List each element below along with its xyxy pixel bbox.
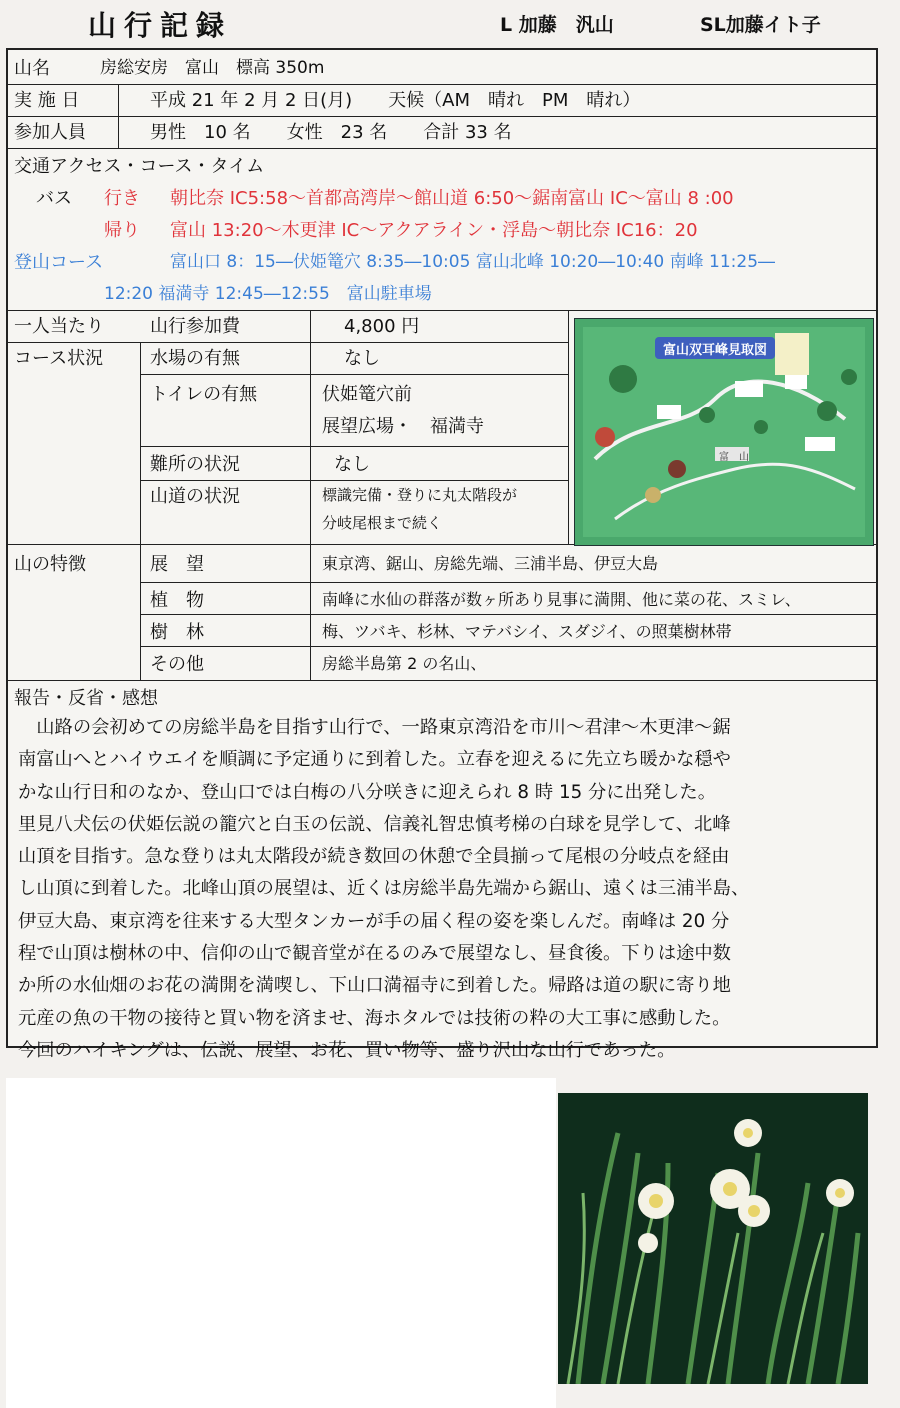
col-divider <box>568 310 569 544</box>
plant-label: 植 物 <box>150 590 204 611</box>
report-heading: 報告・反省・感想 <box>14 688 158 709</box>
toilet-value-1: 伏姫篭穴前 <box>322 384 412 405</box>
trail-value-1: 標識完備・登りに丸太階段が <box>322 486 518 504</box>
report-line: 程で山頂は樹林の中、信仰の山で観音堂が在るのみで展望なし、昼食後。下りは途中数 <box>18 943 731 965</box>
course-status-label: コース状況 <box>14 348 104 369</box>
bus-label: バス <box>36 188 72 209</box>
col-divider <box>310 310 311 680</box>
row-divider <box>140 446 568 447</box>
map-summit-label: 富 山 <box>719 452 749 463</box>
participants-value: 男性 10 名 女性 23 名 合計 33 名 <box>150 122 512 143</box>
row-divider <box>6 148 878 149</box>
course-line-2: 12:20 福満寺 12:45―12:55 富山駐車場 <box>104 284 432 304</box>
forest-value: 梅、ツバキ、杉林、マテバシイ、スダジイ、の照葉樹林帯 <box>322 622 732 641</box>
col-divider <box>118 84 119 148</box>
row-divider <box>140 582 878 583</box>
other-label: その他 <box>150 654 204 675</box>
page-title: 山行記録 <box>88 9 233 42</box>
water-value: なし <box>344 348 380 369</box>
difficult-label: 難所の状況 <box>150 454 240 475</box>
toilet-value-2: 展望広場・ 福満寺 <box>322 416 484 437</box>
report-line: か所の水仙畑のお花の満開を満喫し、下山口満福寺に到着した。帰路は道の駅に寄り地 <box>18 975 731 997</box>
report-line: 里見八犬伝の伏姫伝説の籠穴と白玉の伝説、信義礼智忠慎考梯の白球を見学して、北峰 <box>18 813 731 835</box>
daffodil-photo <box>558 1093 868 1384</box>
report-body <box>18 712 872 1067</box>
row-divider <box>140 614 878 615</box>
trail-label: 山道の状況 <box>150 486 240 507</box>
cost-label: 一人当たり <box>14 316 104 337</box>
view-label: 展 望 <box>150 554 204 575</box>
access-heading: 交通アクセス・コース・タイム <box>14 156 265 177</box>
date-label: 実 施 日 <box>14 90 80 111</box>
row-divider <box>140 374 568 375</box>
go-label: 行き <box>104 188 140 209</box>
water-label: 水場の有無 <box>150 348 240 369</box>
return-route: 富山 13:20～木更津 IC～アクアライン・浮島～朝比奈 IC16：20 <box>170 220 698 241</box>
col-divider <box>140 342 141 680</box>
toilet-label: トイレの有無 <box>150 384 258 405</box>
leader-name: L 加藤 汎山 <box>500 14 614 36</box>
report-line: 今回のハイキングは、伝説、展望、お花、買い物等、盛り沢山な山行であった。 <box>18 1039 676 1061</box>
view-value: 東京湾、鋸山、房総先端、三浦半島、伊豆大島 <box>322 554 659 573</box>
row-divider <box>140 480 568 481</box>
other-value: 房総半島第 2 の名山、 <box>322 654 487 673</box>
subleader-name: SL加藤イト子 <box>700 14 821 36</box>
go-route: 朝比奈 IC5:58～首都高湾岸～館山道 6:50～鋸南富山 IC～富山 8 :00 <box>170 188 734 209</box>
course-label: 登山コース <box>14 252 104 273</box>
cost-sub-label: 山行参加費 <box>150 316 240 337</box>
mountain-value: 房総安房 富山 標高 350m <box>100 58 325 78</box>
row-divider <box>6 84 878 85</box>
date-value: 平成 21 年 2 月 2 日(月) 天候（AM 晴れ PM 晴れ） <box>150 90 641 111</box>
map-title: 富山双耳峰見取図 <box>663 343 768 358</box>
trail-value-2: 分岐尾根まで続く <box>322 514 443 532</box>
course-line-1: 富山口 8：15―伏姫篭穴 8:35―10:05 富山北峰 10:20―10:40 南峰 11:25― <box>170 252 776 272</box>
return-label: 帰り <box>104 220 140 241</box>
report-line: かな山行日和のなか、登山口では白梅の八分咲きに迎えられ 8 時 15 分に出発した。 <box>18 781 716 803</box>
trail-map-image <box>574 318 874 546</box>
row-divider <box>6 310 878 311</box>
report-line: 南富山へとハイウエイを順調に予定通りに到着した。立春を迎えるに先立ち暖かな穏や <box>18 749 731 771</box>
features-label: 山の特徴 <box>14 554 86 575</box>
report-line: し山頂に到着した。北峰山頂の展望は、近くは房総半島先端から鋸山、遠くは三浦半島、 <box>18 878 750 900</box>
mountain-label: 山名 <box>14 58 50 79</box>
report-line: 伊豆大島、東京湾を往来する大型タンカーが手の届く程の姿を楽しんだ。南峰は 20 分 <box>18 910 730 932</box>
report-line: 山頂を目指す。急な登りは丸太階段が続き数回の休憩で全員揃って尾根の分岐点を経由 <box>18 846 730 868</box>
plant-value: 南峰に水仙の群落が数ヶ所あり見事に満開、他に菜の花、スミレ、 <box>322 590 801 609</box>
blank-area <box>6 1078 556 1408</box>
forest-label: 樹 林 <box>150 622 204 643</box>
participants-label: 参加人員 <box>14 122 86 143</box>
cost-value: 4,800 円 <box>344 316 420 337</box>
report-line: 山路の会初めての房総半島を目指す山行で、一路東京湾沿を市川～君津～木更津～鋸 <box>18 717 731 738</box>
report-line: 元産の魚の干物の接待と買い物を済ませ、海ホタルでは技術の粋の大工事に感動した。 <box>18 1007 731 1029</box>
daffodil-graphic <box>558 1093 868 1384</box>
row-divider <box>6 342 568 343</box>
row-divider <box>140 646 878 647</box>
row-divider <box>6 680 878 681</box>
row-divider <box>6 116 878 117</box>
difficult-value: なし <box>334 454 370 475</box>
